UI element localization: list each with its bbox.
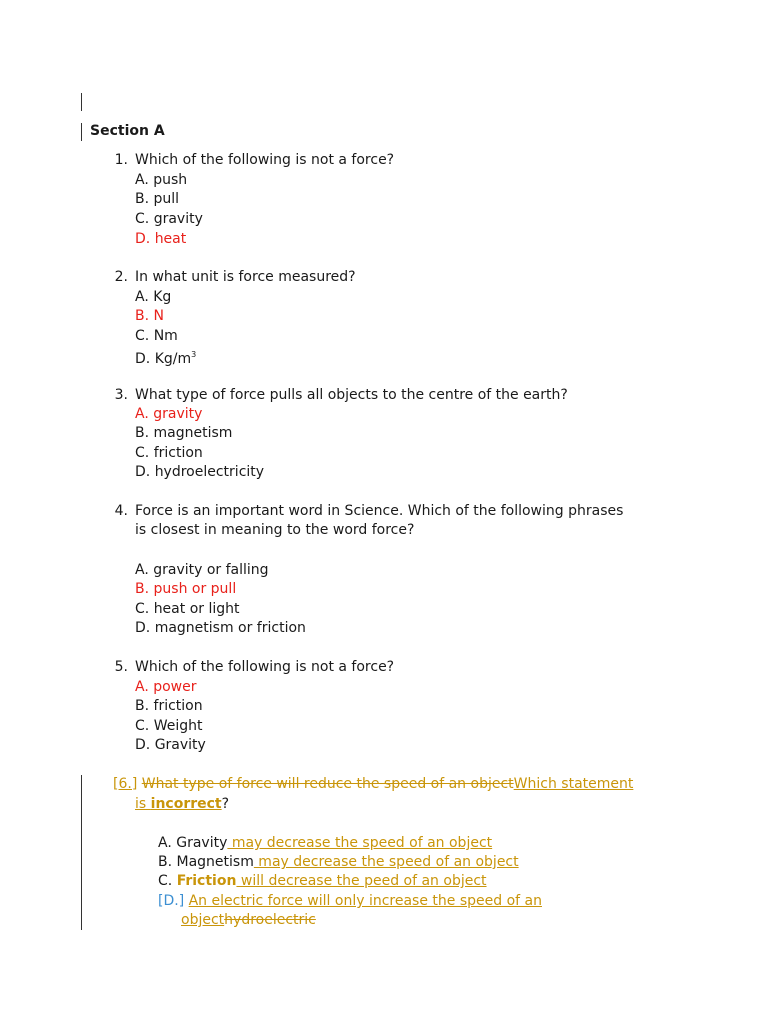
option: A. gravity or falling — [135, 562, 269, 578]
option: A. push — [135, 172, 188, 188]
option: A. Kg — [135, 289, 172, 305]
change-bar — [81, 93, 82, 111]
option: C. Nm — [135, 328, 178, 344]
question-text: What type of force pulls all objects to the centre of the earth? — [135, 387, 568, 403]
option: C. heat or light — [135, 601, 240, 617]
option: B. Magnetism may decrease the speed of an object — [158, 854, 519, 870]
option: D. Gravity — [135, 737, 206, 753]
emphasis-incorrect: incorrect — [150, 796, 222, 812]
option: C. friction — [135, 445, 203, 461]
option: D. $Kg/m^3$ — [135, 350, 197, 367]
option-cont — [181, 911, 316, 929]
section-title: Section A — [90, 123, 165, 139]
option: C. Weight — [135, 718, 203, 734]
inserted-text: may decrease the speed of an object — [253, 854, 519, 870]
option-correct: A. gravity — [135, 406, 203, 422]
question-6 — [113, 775, 633, 793]
deleted-text: What type of force will reduce the speed of an object — [141, 776, 514, 792]
question-number: 3. — [114, 387, 128, 403]
question-text: In what unit is force measured? — [135, 269, 356, 285]
change-bar — [81, 123, 82, 141]
option: D. magnetism or friction — [135, 620, 306, 636]
inserted-text: object — [181, 912, 225, 928]
question-text: Which of the following is not a force? — [135, 659, 395, 675]
option-correct: B. N — [135, 308, 164, 324]
question-number-inserted: [6.] — [113, 776, 138, 792]
option: C. Friction will decrease the peed of an object — [158, 873, 487, 889]
option: D. hydroelectricity — [135, 464, 265, 480]
change-bar — [81, 775, 82, 930]
option: A. Gravity may decrease the speed of an object — [158, 835, 493, 851]
deleted-text: hydroelectric — [224, 912, 316, 928]
question-number: 2. — [114, 269, 128, 285]
question-text: Which of the following is not a force? — [135, 152, 395, 168]
question-number: 5. — [114, 659, 128, 675]
option-correct: B. push or pull — [135, 581, 237, 597]
option-correct: A. power — [135, 679, 197, 695]
question-6-cont: is incorrect? — [135, 796, 230, 812]
option — [158, 892, 542, 910]
option-correct: D. heat — [135, 231, 187, 247]
option: B. magnetism — [135, 425, 233, 441]
inserted-text: may decrease the speed of an object — [227, 835, 493, 851]
question-text: Force is an important word in Science. Which of the following phrases — [135, 503, 624, 519]
question-number: 4. — [114, 503, 128, 519]
superscript: 3 — [191, 350, 197, 359]
option: C. gravity — [135, 211, 203, 227]
option: B. friction — [135, 698, 203, 714]
question-number: 1. — [114, 152, 128, 168]
option: B. pull — [135, 191, 180, 207]
list-marker-inserted: [D.] — [158, 893, 185, 909]
question-text-cont: is closest in meaning to the word force? — [135, 522, 415, 538]
inserted-text: will decrease the peed of an object — [236, 873, 487, 889]
inserted-text: An electric force will only increase the speed of an — [188, 893, 542, 909]
inserted-text: Which statement — [513, 776, 634, 792]
